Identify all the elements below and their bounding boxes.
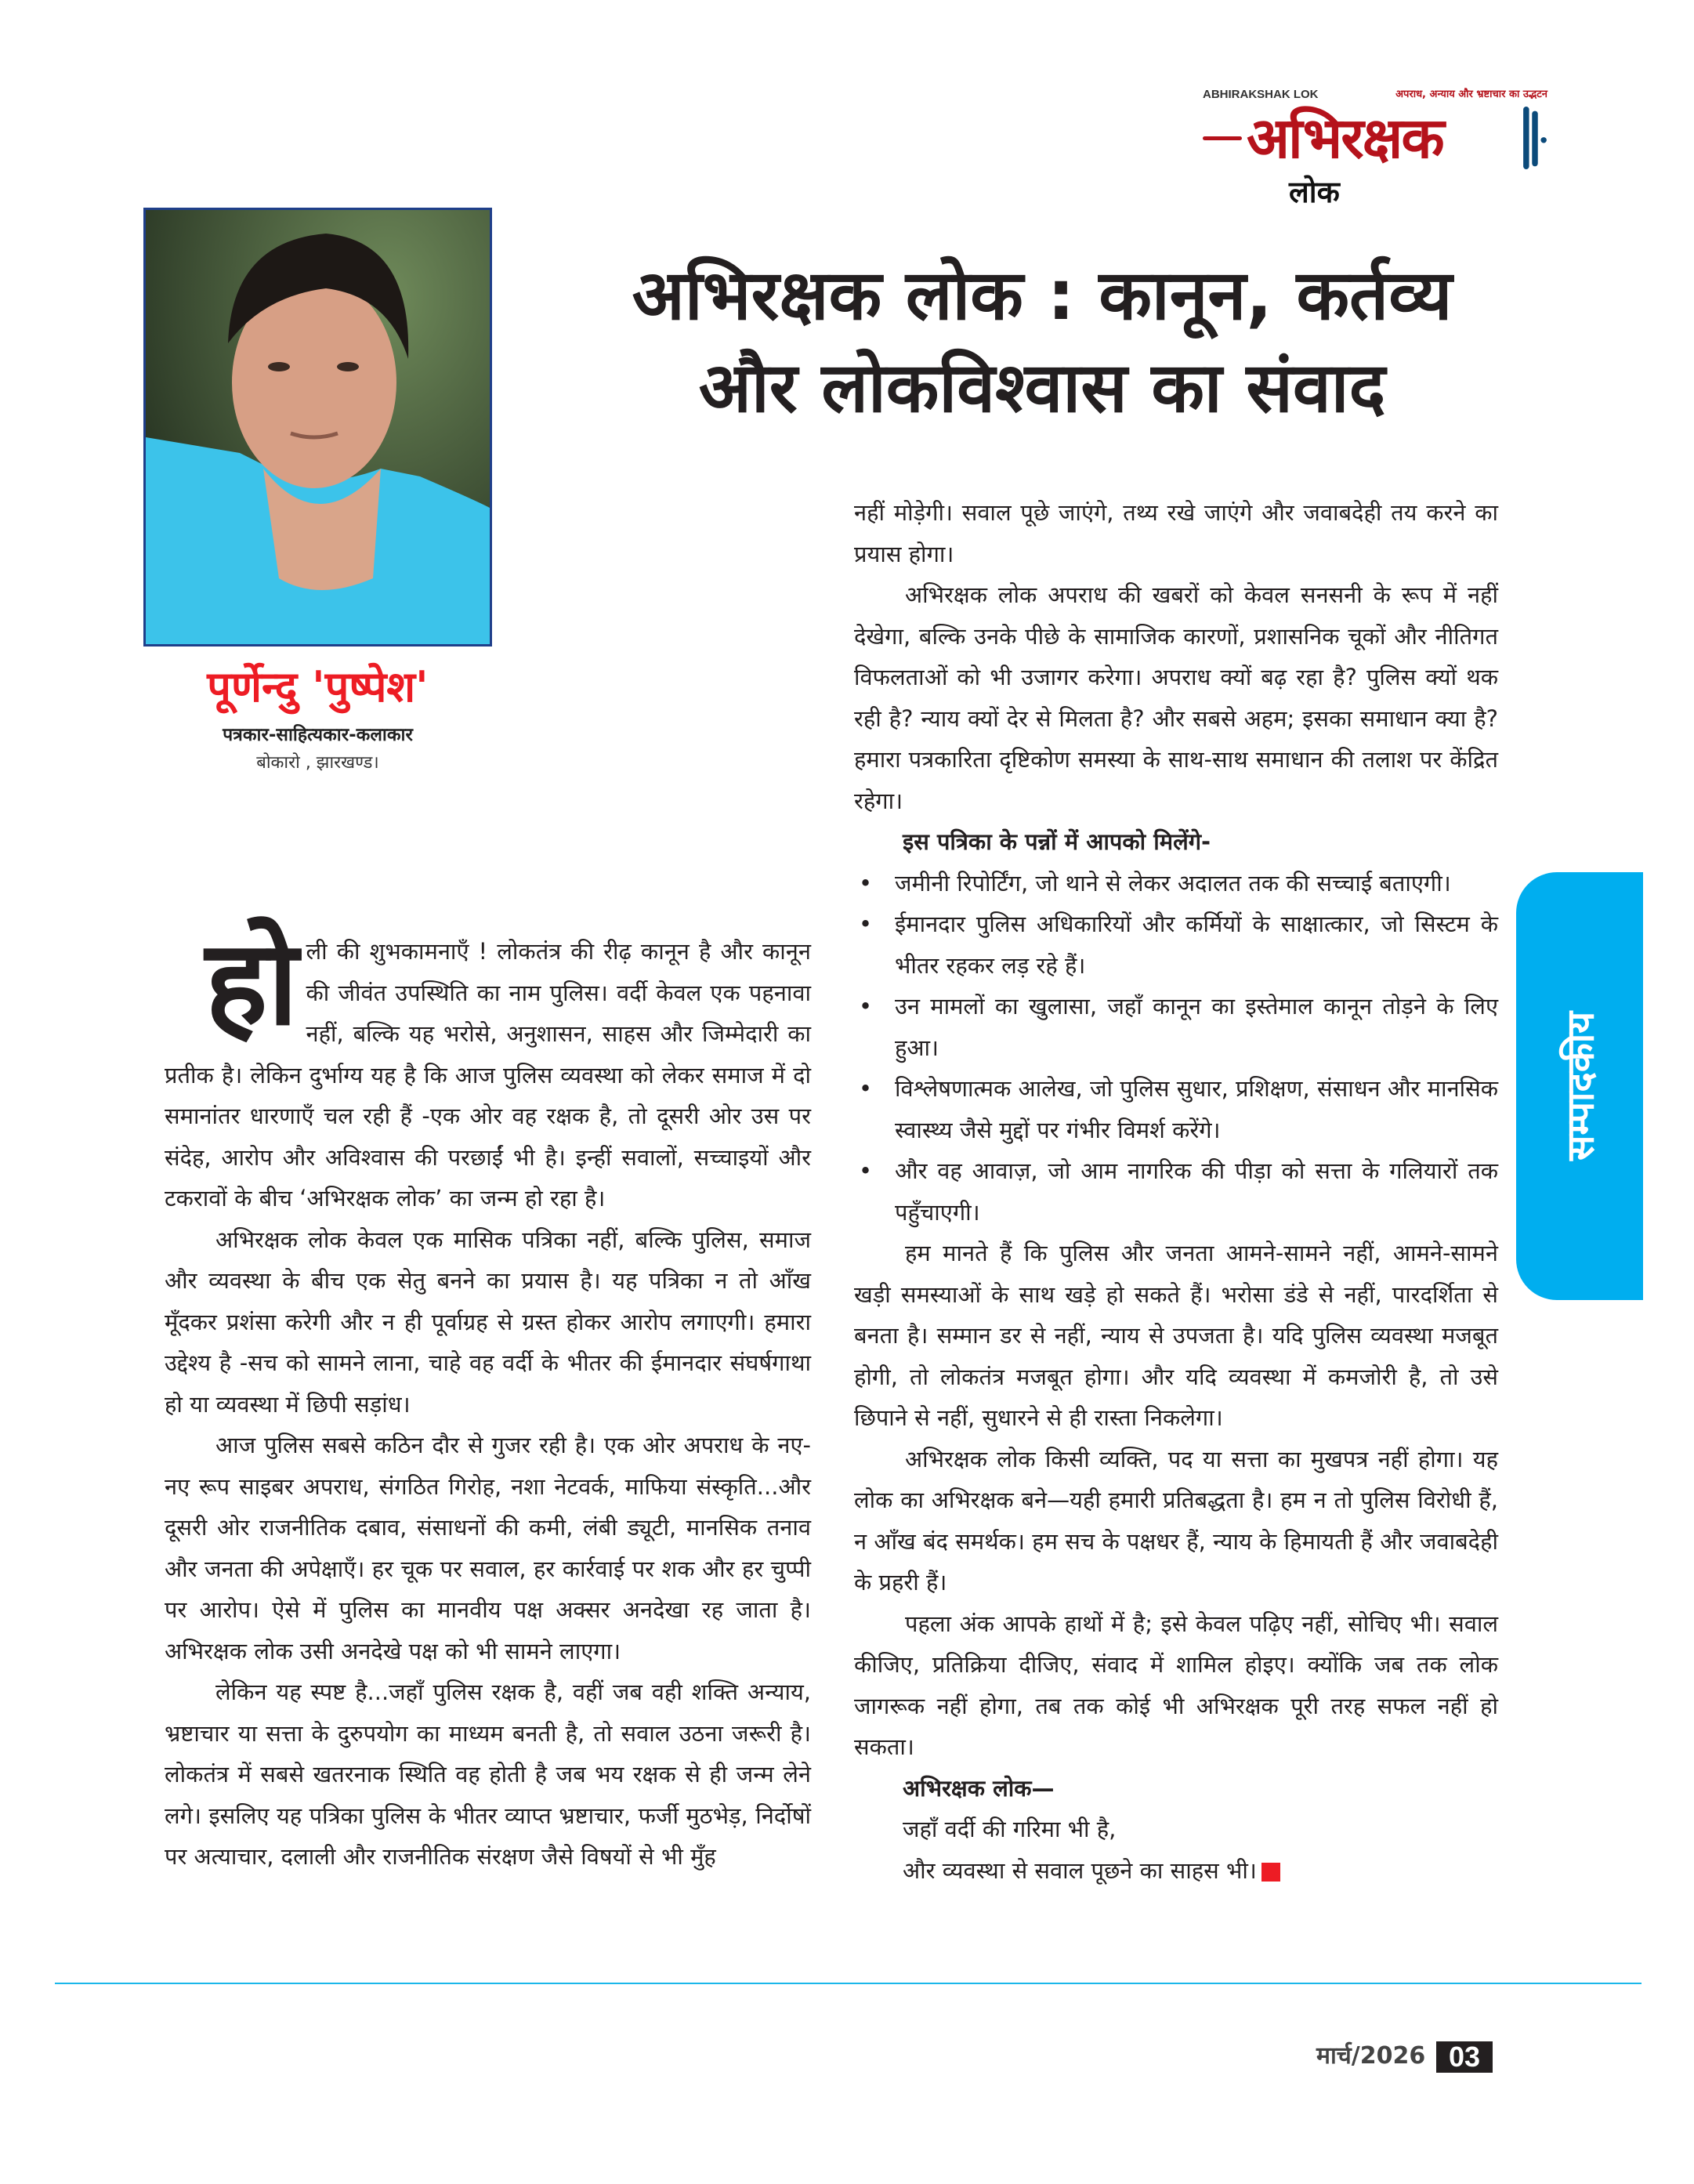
logo-english-text: ABHIRAKSHAK LOK xyxy=(1203,88,1319,101)
magazine-logo xyxy=(1203,86,1547,212)
list-item xyxy=(854,1150,1498,1233)
author-role: पत्रकार-साहित्यकार-कलाकार xyxy=(223,725,413,745)
bullet-icon: • xyxy=(859,1157,873,1184)
paragraph: लेकिन यह स्पष्ट है...जहाँ पुलिस रक्षक है, वहीं जब वही शक्ति अन्याय, भ्रष्टाचार या सत्ता के दुरुपयोग का माध्यम बनती है, तो सवाल उठना जरूरी है। लोकतंत्र में सबसे खतरनाक स्थिति वह होती है जब भय रक्षक से ही जन्म लेने लगे। इसलिए यह पत्रिका पुलिस के भीतर व्याप्त भ्रष्टाचार, फर्जी मुठभेड़, निर्दोषों पर अत्याचार, दलाली और राजनीतिक संरक्षण जैसे विषयों से भी मुँह xyxy=(165,1679,811,1870)
closing-line: जहाँ वर्दी की गरिमा भी है, xyxy=(903,1816,1117,1842)
author-location: बोकारो , झारखण्ड। xyxy=(256,753,379,773)
paragraph: अभिरक्षक लोक अपराध की खबरों को केवल सनसनी के रूप में नहीं देखेगा, बल्कि उनके पीछे के सामाजिक कारणों, प्रशासनिक चूकों और नीतिगत विफलताओं को भी उजागर करेगा। अपराध क्यों बढ़ रहा है? पुलिस क्यों थक रही है? न्याय क्यों देर से मिलता है? और सबसे अहम; इसका समाधान क्या है? हमारा पत्रकारिता दृष्टिकोण समस्या के साथ-साथ समाधान की तलाश पर केंद्रित रहेगा। xyxy=(854,581,1498,814)
list-item xyxy=(854,904,1498,986)
logo-bars-icon xyxy=(1522,107,1547,169)
list-item-text: और वह आवाज़, जो आम नागरिक की पीड़ा को सत्ता के गलियारों तक पहुँचाएगी। xyxy=(895,1157,1498,1226)
feature-list xyxy=(854,863,1498,1233)
bullet-icon: • xyxy=(859,993,873,1020)
list-item xyxy=(854,986,1498,1068)
drop-cap: हो xyxy=(205,915,299,1052)
logo-main-text: अभिरक्षक xyxy=(1247,105,1443,171)
bullet-icon: • xyxy=(859,869,873,896)
closing-heading: अभिरक्षक लोक— xyxy=(903,1774,1055,1802)
list-item xyxy=(854,863,1498,904)
sword-icon xyxy=(1203,136,1242,140)
bullet-icon: • xyxy=(859,911,873,937)
paragraph: पहला अंक आपके हाथों में है; इसे केवल पढ़िए नहीं, सोचिए भी। सवाल कीजिए, प्रतिक्रिया दीजिए, संवाद में शामिल होइए। क्योंकि जब तक लोक जागरूक नहीं होगा, तब तक कोई भी अभिरक्षक पूरी तरह सफल नहीं हो सकता। xyxy=(854,1610,1498,1760)
list-item-text: ईमानदार पुलिस अधिकारियों और कर्मियों के साक्षात्कार, जो सिस्टम के भीतर रहकर लड़ रहे हैं। xyxy=(895,911,1498,979)
section-tab-label: सम्पादकीय xyxy=(1558,1011,1603,1161)
bullet-icon: • xyxy=(859,1075,873,1102)
author-photo xyxy=(143,208,492,647)
paragraph: आज पुलिस सबसे कठिन दौर से गुजर रही है। एक ओर अपराध के नए-नए रूप साइबर अपराध, संगठित गिरोह, नशा नेटवर्क, माफिया संस्कृति...और दूसरी ओर राजनीतिक दबाव, संसाधनों की कमी, लंबी ड्यूटी, मानसिक तनाव और जनता की अपेक्षाएँ। हर चूक पर सवाल, हर कार्रवाई पर शक और हर चुप्पी पर आरोप। ऐसे में पुलिस का मानवीय पक्ष अक्सर अनदेखा रह जाता है। अभिरक्षक लोक उसी अनदेखे पक्ष को भी सामने लाएगा। xyxy=(165,1432,811,1664)
title-line-2: और लोकविश्वास का संवाद xyxy=(698,347,1386,428)
logo-top-row xyxy=(1203,86,1547,103)
section-tab xyxy=(1516,872,1643,1300)
list-heading: इस पत्रिका के पन्नों में आपको मिलेंगे- xyxy=(903,828,1211,855)
end-mark-icon xyxy=(1261,1863,1280,1882)
paragraph: हम मानते हैं कि पुलिस और जनता आमने-सामने नहीं, आमने-सामने खड़ी समस्याओं के साथ खड़े हो सकते हैं। भरोसा डंडे से नहीं, पारदर्शिता से बनता है। सम्मान डर से नहीं, न्याय से उपजता है। यदि पुलिस व्यवस्था मजबूत होगी, तो लोकतंत्र मजबूत होगा। और यदि व्यवस्था में कमजोरी है, तो उसे छिपाने से नहीं, सुधारने से ही रास्ता निकलेगा। xyxy=(854,1240,1498,1431)
article-title xyxy=(611,249,1473,434)
author-name: पूर्णेन्दु 'पुष्पेश' xyxy=(207,662,429,712)
logo-lok-text: लोक xyxy=(1289,175,1340,209)
paragraph: अभिरक्षक लोक केवल एक मासिक पत्रिका नहीं, बल्कि पुलिस, समाज और व्यवस्था के बीच एक सेतु बनने का प्रयास है। यह पत्रिका न तो आँख मूँदकर प्रशंसा करेगी और न ही पूर्वाग्रह से ग्रस्त होकर आरोप लगाएगी। हमारा उद्देश्य है -सच को सामने लाना, चाहे वह वर्दी के भीतर की ईमानदार संघर्षगाथा हो या व्यवस्था में छिपी सड़ांध। xyxy=(165,1226,811,1418)
footer-divider xyxy=(55,1983,1642,1984)
issue-date: मार्च/2026 xyxy=(1316,2042,1426,2070)
paragraph: नहीं मोड़ेगी। सवाल पूछे जाएंगे, तथ्य रखे जाएंगे और जवाबदेही तय करने का प्रयास होगा। xyxy=(854,499,1498,567)
left-column xyxy=(165,915,811,1878)
closing-line-text: और व्यवस्था से सवाल पूछने का साहस भी। xyxy=(903,1856,1257,1884)
paragraph xyxy=(165,915,811,1219)
logo-main-row xyxy=(1203,103,1547,172)
list-item-text: उन मामलों का खुलासा, जहाँ कानून का इस्तेमाल कानून तोड़ने के लिए हुआ। xyxy=(895,993,1498,1061)
page-number: 03 xyxy=(1436,2041,1493,2073)
title-line-1: अभिरक्षक लोक : कानून, कर्तव्य xyxy=(632,255,1453,335)
list-item xyxy=(854,1068,1498,1150)
logo-tagline: अपराध, अन्याय और भ्रष्टाचार का उद्भटन xyxy=(1395,89,1547,100)
closing-line xyxy=(854,1850,1498,1892)
paragraph-text: ली की शुभकामनाएँ ! लोकतंत्र की रीढ़ कानून है और कानून की जीवंत उपस्थिति का नाम पुलिस। वर्दी केवल एक पहनावा नहीं, बल्कि यह भरोसे, अनुशासन, साहस और जिम्मेदारी का प्रतीक है। लेकिन दुर्भाग्य यह है कि आज पुलिस व्यवस्था को लेकर समाज में दो समानांतर धारणाएँ चल रही हैं -एक ओर वह रक्षक है, तो दूसरी ओर उस पर संदेह, आरोप और अविश्वास की परछाईं भी है। इन्हीं सवालों, सच्चाइयों और टकरावों के बीच ‘अभिरक्षक लोक’ का जन्म हो रहा है। xyxy=(165,938,811,1212)
paragraph: अभिरक्षक लोक किसी व्यक्ति, पद या सत्ता का मुखपत्र नहीं होगा। यह लोक का अभिरक्षक बने—यही हमारी प्रतिबद्धता है। हम न तो पुलिस विरोधी हैं, न आँख बंद समर्थक। हम सच के पक्षधर हैं, न्याय के हिमायती हैं और जवाबदेही के प्रहरी हैं। xyxy=(854,1445,1498,1595)
list-item-text: विश्लेषणात्मक आलेख, जो पुलिस सुधार, प्रशिक्षण, संसाधन और मानसिक स्वास्थ्य जैसे मुद्दों पर गंभीर विमर्श करेंगे। xyxy=(895,1075,1498,1143)
author-portrait-image xyxy=(146,210,490,644)
list-item-text: जमीनी रिपोर्टिंग, जो थाने से लेकर अदालत तक की सच्चाई बताएगी। xyxy=(895,869,1451,896)
right-column xyxy=(854,492,1498,1891)
